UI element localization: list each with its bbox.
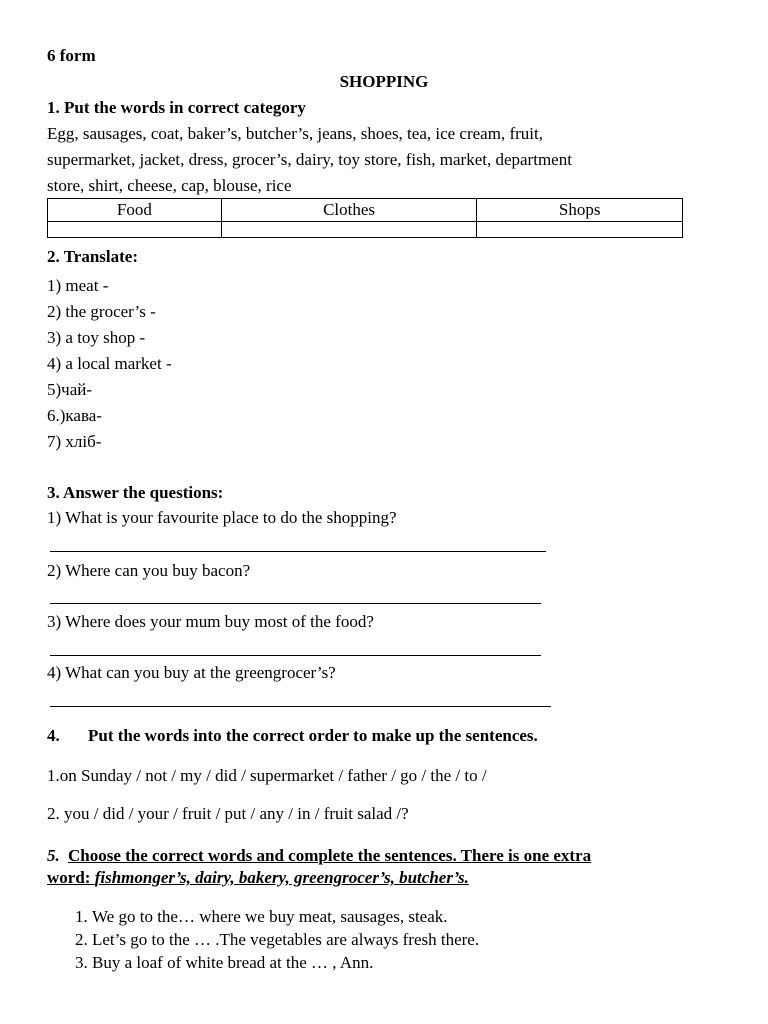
task5-number: 5. — [47, 846, 60, 865]
translate-item-3: 3) a toy shop - — [47, 328, 146, 347]
task5-word-bank: fishmonger’s, dairy, bakery, greengrocer’s, butcher’s. — [94, 868, 469, 887]
list-item: 1. We go to the… where we buy meat, sausages, steak. — [92, 905, 479, 928]
question-1: 1) What is your favourite place to do the shopping? — [47, 508, 397, 527]
task1-heading: 1. Put the words in correct category — [47, 98, 306, 117]
category-table-answer-row — [48, 222, 683, 238]
translate-item-1: 1) meat - — [47, 276, 109, 295]
list-item: 3. Buy a loaf of white bread at the … , Ann. — [92, 951, 479, 974]
translate-item-4: 4) a local market - — [47, 354, 172, 373]
translate-item-7: 7) хліб- — [47, 432, 102, 451]
task5-sentence-list — [47, 905, 479, 974]
order-sentence-2: 2. you / did / your / fruit / put / any / in / fruit salad /? — [47, 804, 409, 823]
answer-line-2[interactable] — [50, 603, 541, 604]
question-2: 2) Where can you buy bacon? — [47, 561, 251, 580]
clothes-answer-cell[interactable] — [221, 222, 477, 238]
category-table-header-row — [48, 199, 683, 222]
task4-heading: Put the words into the correct order to make up the sentences. — [88, 726, 538, 745]
answer-line-1[interactable] — [50, 551, 546, 552]
task1-words-line-3: store, shirt, cheese, cap, blouse, rice — [47, 176, 292, 195]
order-sentence-1: 1.on Sunday / not / my / did / supermarket / father / go / the / to / — [47, 766, 487, 785]
question-3: 3) Where does your mum buy most of the food? — [47, 612, 374, 631]
answer-line-3[interactable] — [50, 655, 541, 656]
translate-item-6: 6.)кава- — [47, 406, 102, 425]
task1-words-line-2: supermarket, jacket, dress, grocer’s, dairy, toy store, fish, market, department — [47, 150, 572, 169]
task5-heading-word: word: — [47, 868, 91, 887]
column-header-clothes: Clothes — [221, 199, 477, 222]
translate-item-2: 2) the grocer’s - — [47, 302, 156, 321]
food-answer-cell[interactable] — [48, 222, 222, 238]
page-title: SHOPPING — [339, 72, 429, 91]
task1-words-line-1: Egg, sausages, coat, baker’s, butcher’s, jeans, shoes, tea, ice cream, fruit, — [47, 124, 543, 143]
task2-heading: 2. Translate: — [47, 247, 138, 266]
answer-line-4[interactable] — [50, 706, 551, 707]
form-label: 6 form — [47, 46, 96, 65]
column-header-shops: Shops — [477, 199, 683, 222]
question-4: 4) What can you buy at the greengrocer’s? — [47, 663, 336, 682]
column-header-food: Food — [48, 199, 222, 222]
list-item: 2. Let’s go to the … .The vegetables are always fresh there. — [92, 928, 479, 951]
task4-number: 4. — [47, 726, 60, 745]
task5-heading-line-2 — [47, 868, 469, 888]
category-table — [47, 198, 683, 238]
task3-heading: 3. Answer the questions: — [47, 483, 224, 502]
translate-item-5: 5)чай- — [47, 380, 93, 399]
task5-heading-line-1: Choose the correct words and complete the sentences. There is one extra — [68, 846, 592, 865]
shops-answer-cell[interactable] — [477, 222, 683, 238]
